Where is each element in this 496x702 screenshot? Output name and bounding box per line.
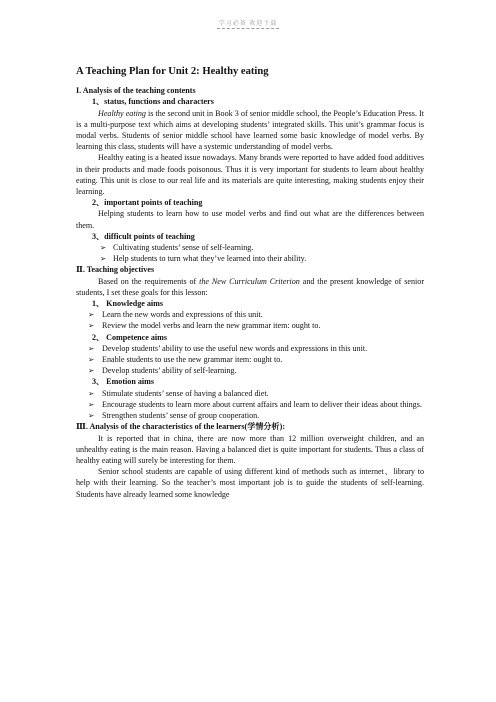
section-1-sub-3: 3、difficult points of teaching [92,231,195,241]
section-3-heading: Ⅲ. Analysis of the characteristics of the learners(学情分析): [76,422,286,432]
arrow-bullet-icon: ➢ [88,321,95,331]
paragraph-text: and the present knowledge of senior students, I set these goals for this lesson: [76,276,425,297]
bullet-text: Strengthen students’ sense of group cooperation. [102,411,260,421]
criterion-emphasis: the New Curriculum Criterion [199,276,300,286]
bullet-item [76,253,424,264]
bullet-text: Stimulate students’ sense of having a balanced diet. [102,388,269,398]
bullet-item [76,354,424,365]
bullet-text: Cultivating students’ sense of self-learning. [113,243,254,253]
bullet-text: Review the model verbs and learn the new grammar item: ought to. [102,321,321,331]
arrow-bullet-icon: ➢ [88,399,95,409]
section-1-paragraph-2: Healthy eating is a heated issue nowadays. Many brands were reported to have added food additives in their products and made foods poisonous. Thus it is very important for students to learn about healthy eating. This unit is close to our real life and its materials are quite interesting, making students enjoy their learning. [76,153,424,197]
section-1-paragraph-3: Helping students to learn how to use model verbs and find out what are the differences between them. [76,209,424,230]
knowledge-aims-heading: 1、 Knowledge aims [92,299,164,309]
bullet-item [76,343,424,354]
bullet-text: Help students to turn what they’ve learned into their ability. [113,254,307,264]
section-1-heading: I. Analysis of the teaching contents [76,86,196,96]
bullet-text: Develop students’ ability to use the useful new words and expressions in this unit. [102,343,368,353]
bullet-text: Develop students’ ability of self-learning. [102,366,237,376]
document-title: A Teaching Plan for Unit 2: Healthy eating [76,66,269,77]
bullet-item [76,365,424,376]
section-2-paragraph-1 [76,276,424,298]
paragraph-text: Based on the requirements of [98,276,200,286]
section-1-sub-2: 2、important points of teaching [92,198,203,208]
bullet-item [76,242,424,253]
section-3-paragraph-1: It is reported that in china, there are now more than 12 million overweight children, and an unhealthy eating is the main reason. Having a balanced diet is quite important for students. Thus a class of healthy eating will surely be interesting for them. [76,433,424,465]
arrow-bullet-icon: ➢ [88,388,95,398]
competence-aims-heading: 2、 Competence aims [92,332,168,342]
arrow-bullet-icon: ➢ [88,343,95,353]
section-3-paragraph-2: Senior school students are capable of using different kind of methods such as internet、library to help with their learning. So the teacher’s most important job is to guide the students of self-learning. Students have already learned some knowledge [76,467,424,499]
bullet-item [76,320,424,331]
document-body [76,66,424,500]
arrow-bullet-icon: ➢ [88,310,95,320]
arrow-bullet-icon: ➢ [88,411,95,421]
emotion-aims-heading: 3、 Emotion aims [92,377,155,387]
paragraph-text: is the second unit in Book 3 of senior middle school, the People’s Education Press. It is a multi-purpose text which aims at developing students’ integrated skills. This unit’s grammar focus is modal verbs. Students of senior middle school have learned some basic knowledge of model verbs. By learning this class, students will have a systemic understanding of model verbs. [76,108,425,152]
bullet-item [76,309,424,320]
bullet-item [76,388,424,399]
arrow-bullet-icon: ➢ [100,254,107,264]
arrow-bullet-icon: ➢ [100,243,107,253]
header-text: 学习必备 欢迎下载 [218,21,278,27]
bullet-text: Enable students to use the new grammar item: ought to. [102,355,283,365]
bullet-item [76,410,424,421]
bullet-text: Encourage students to learn more about current affairs and learn to deliver their ideas about things. [102,399,422,409]
section-1-sub-1: 1、status, functions and characters [92,97,214,107]
arrow-bullet-icon: ➢ [88,355,95,365]
book-title-emphasis: Healthy eating [98,108,146,118]
section-1-paragraph-1 [76,108,424,153]
bullet-item [76,399,424,410]
arrow-bullet-icon: ➢ [88,366,95,376]
section-2-heading: Ⅱ. Teaching objectives [76,265,155,275]
bullet-text: Learn the new words and expressions of this unit. [102,310,263,320]
page-header [0,18,496,27]
